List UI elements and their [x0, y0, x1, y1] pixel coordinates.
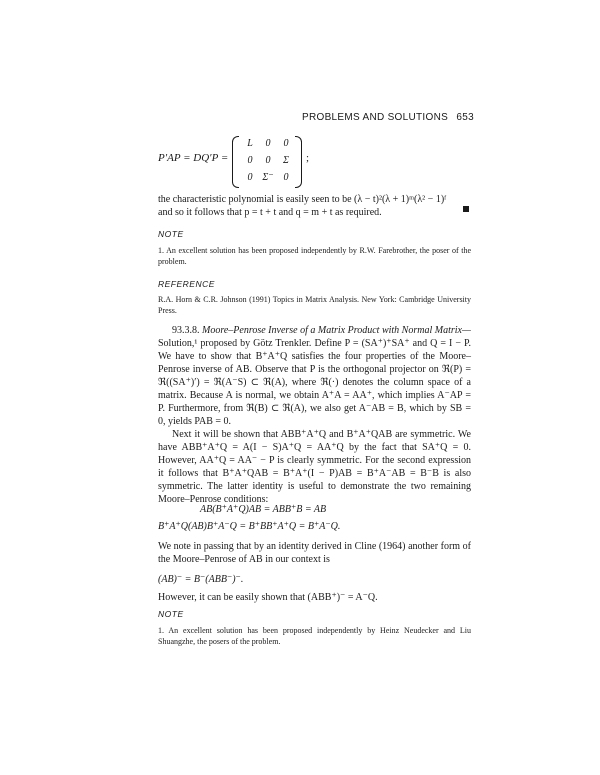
- equation-suffix: ;: [306, 152, 310, 164]
- solution-number: 93.3.8.: [172, 325, 200, 336]
- solution-para-4: However, it can be easily shown that (ABB⁺)⁻ = A⁻Q.: [158, 592, 378, 603]
- solution-para-1: Solution,¹ proposed by Götz Trenkler. Define P = (SA⁺)⁺SA⁺ and Q = I − P. We have to show that B⁺A⁺Q satisfies the four properties of the Moore–Penrose inverse of AB. Observe that P is the orthogonal projector on ℜ(P) = ℜ((SA⁺)′) = ℜ(A⁻S) ⊂ ℜ(A), where ℜ(·) denotes the column space of a matrix. Because A is normal, we obtain A⁺A = AA⁺, which implies A⁻AP = P. Furthermore, from ℜ(B) ⊂ ℜ(A), we also get A⁻AB = B, which by SB = 0, yields PAB = 0.: [158, 338, 471, 427]
- qed-mark: [463, 206, 469, 212]
- header-title: PROBLEMS AND SOLUTIONS: [302, 112, 449, 123]
- matrix-left-bracket: [232, 136, 239, 188]
- reference-text: R.A. Horn & C.R. Johnson (1991) Topics in Matrix Analysis. New York: Cambridge University Press.: [158, 295, 471, 315]
- display-eq-3: (AB)⁻ = B⁻(ABB⁻)⁻.: [158, 574, 244, 585]
- matrix-cell: Σ⁻: [262, 172, 274, 183]
- page-number: 653: [456, 112, 474, 123]
- matrix-cell: 0: [247, 172, 253, 183]
- display-eq-1: AB(B⁺A⁺Q)AB = ABB⁺B = AB: [200, 504, 327, 515]
- note-heading: NOTE: [158, 229, 184, 239]
- matrix-cell: Σ: [283, 155, 289, 166]
- running-header: [302, 112, 492, 123]
- matrix-cell: L: [247, 138, 253, 149]
- matrix: [232, 136, 302, 188]
- reference-heading: REFERENCE: [158, 279, 215, 289]
- solution-para-2: Next it will be shown that ABB⁺A⁺Q and B⁺A⁺QAB are symmetric. We have ABB⁺A⁺Q = A(I − S)A⁺Q = AA⁺Q by the fact that SA⁺Q = 0. However, AA⁺Q = AA⁻ − P is clearly symmetric. For the second expression it follows that B⁺A⁺QAB = B⁺A⁺(I − P)AB = B⁺A⁻AB = B⁻B is also symmetric. The latter identity is useful to demonstrate the two remaining Moore–Penrose conditions:: [158, 429, 471, 505]
- solution-title-text: Moore–Penrose Inverse of a Matrix Product with Normal Matrix—: [202, 325, 471, 336]
- matrix-cell: 0: [283, 138, 289, 149]
- para-line-1: the characteristic polynomial is easily seen to be (λ − t)²(λ + 1)ᵐ(λ² − 1)ᶠ: [158, 194, 447, 205]
- matrix-cell: 0: [265, 138, 271, 149]
- note2-heading: NOTE: [158, 609, 184, 619]
- matrix-right-bracket: [295, 136, 302, 188]
- matrix-cell: 0: [265, 155, 271, 166]
- note-text: 1. An excellent solution has been proposed independently by R.W. Farebrother, the poser of the problem.: [158, 246, 471, 266]
- matrix-cell: 0: [283, 172, 289, 183]
- matrix-cell: 0: [247, 155, 253, 166]
- display-eq-2: B⁺A⁺Q(AB)B⁺A⁻Q = B⁺BB⁺A⁺Q = B⁺A⁻Q.: [158, 521, 341, 532]
- note2-text: 1. An excellent solution has been proposed independently by Heinz Neudecker and Liu Shuangzhe, the posers of the problem.: [158, 626, 471, 646]
- equation-lhs: P′AP = DQ′P =: [158, 152, 229, 164]
- solution-para-3: We note in passing that by an identity derived in Cline (1964) another form of the Moore–Penrose of AB in our context is: [158, 541, 471, 565]
- para-line-2: and so it follows that p = t + t and q = m + t as required.: [158, 207, 382, 218]
- solution-title: [158, 324, 471, 337]
